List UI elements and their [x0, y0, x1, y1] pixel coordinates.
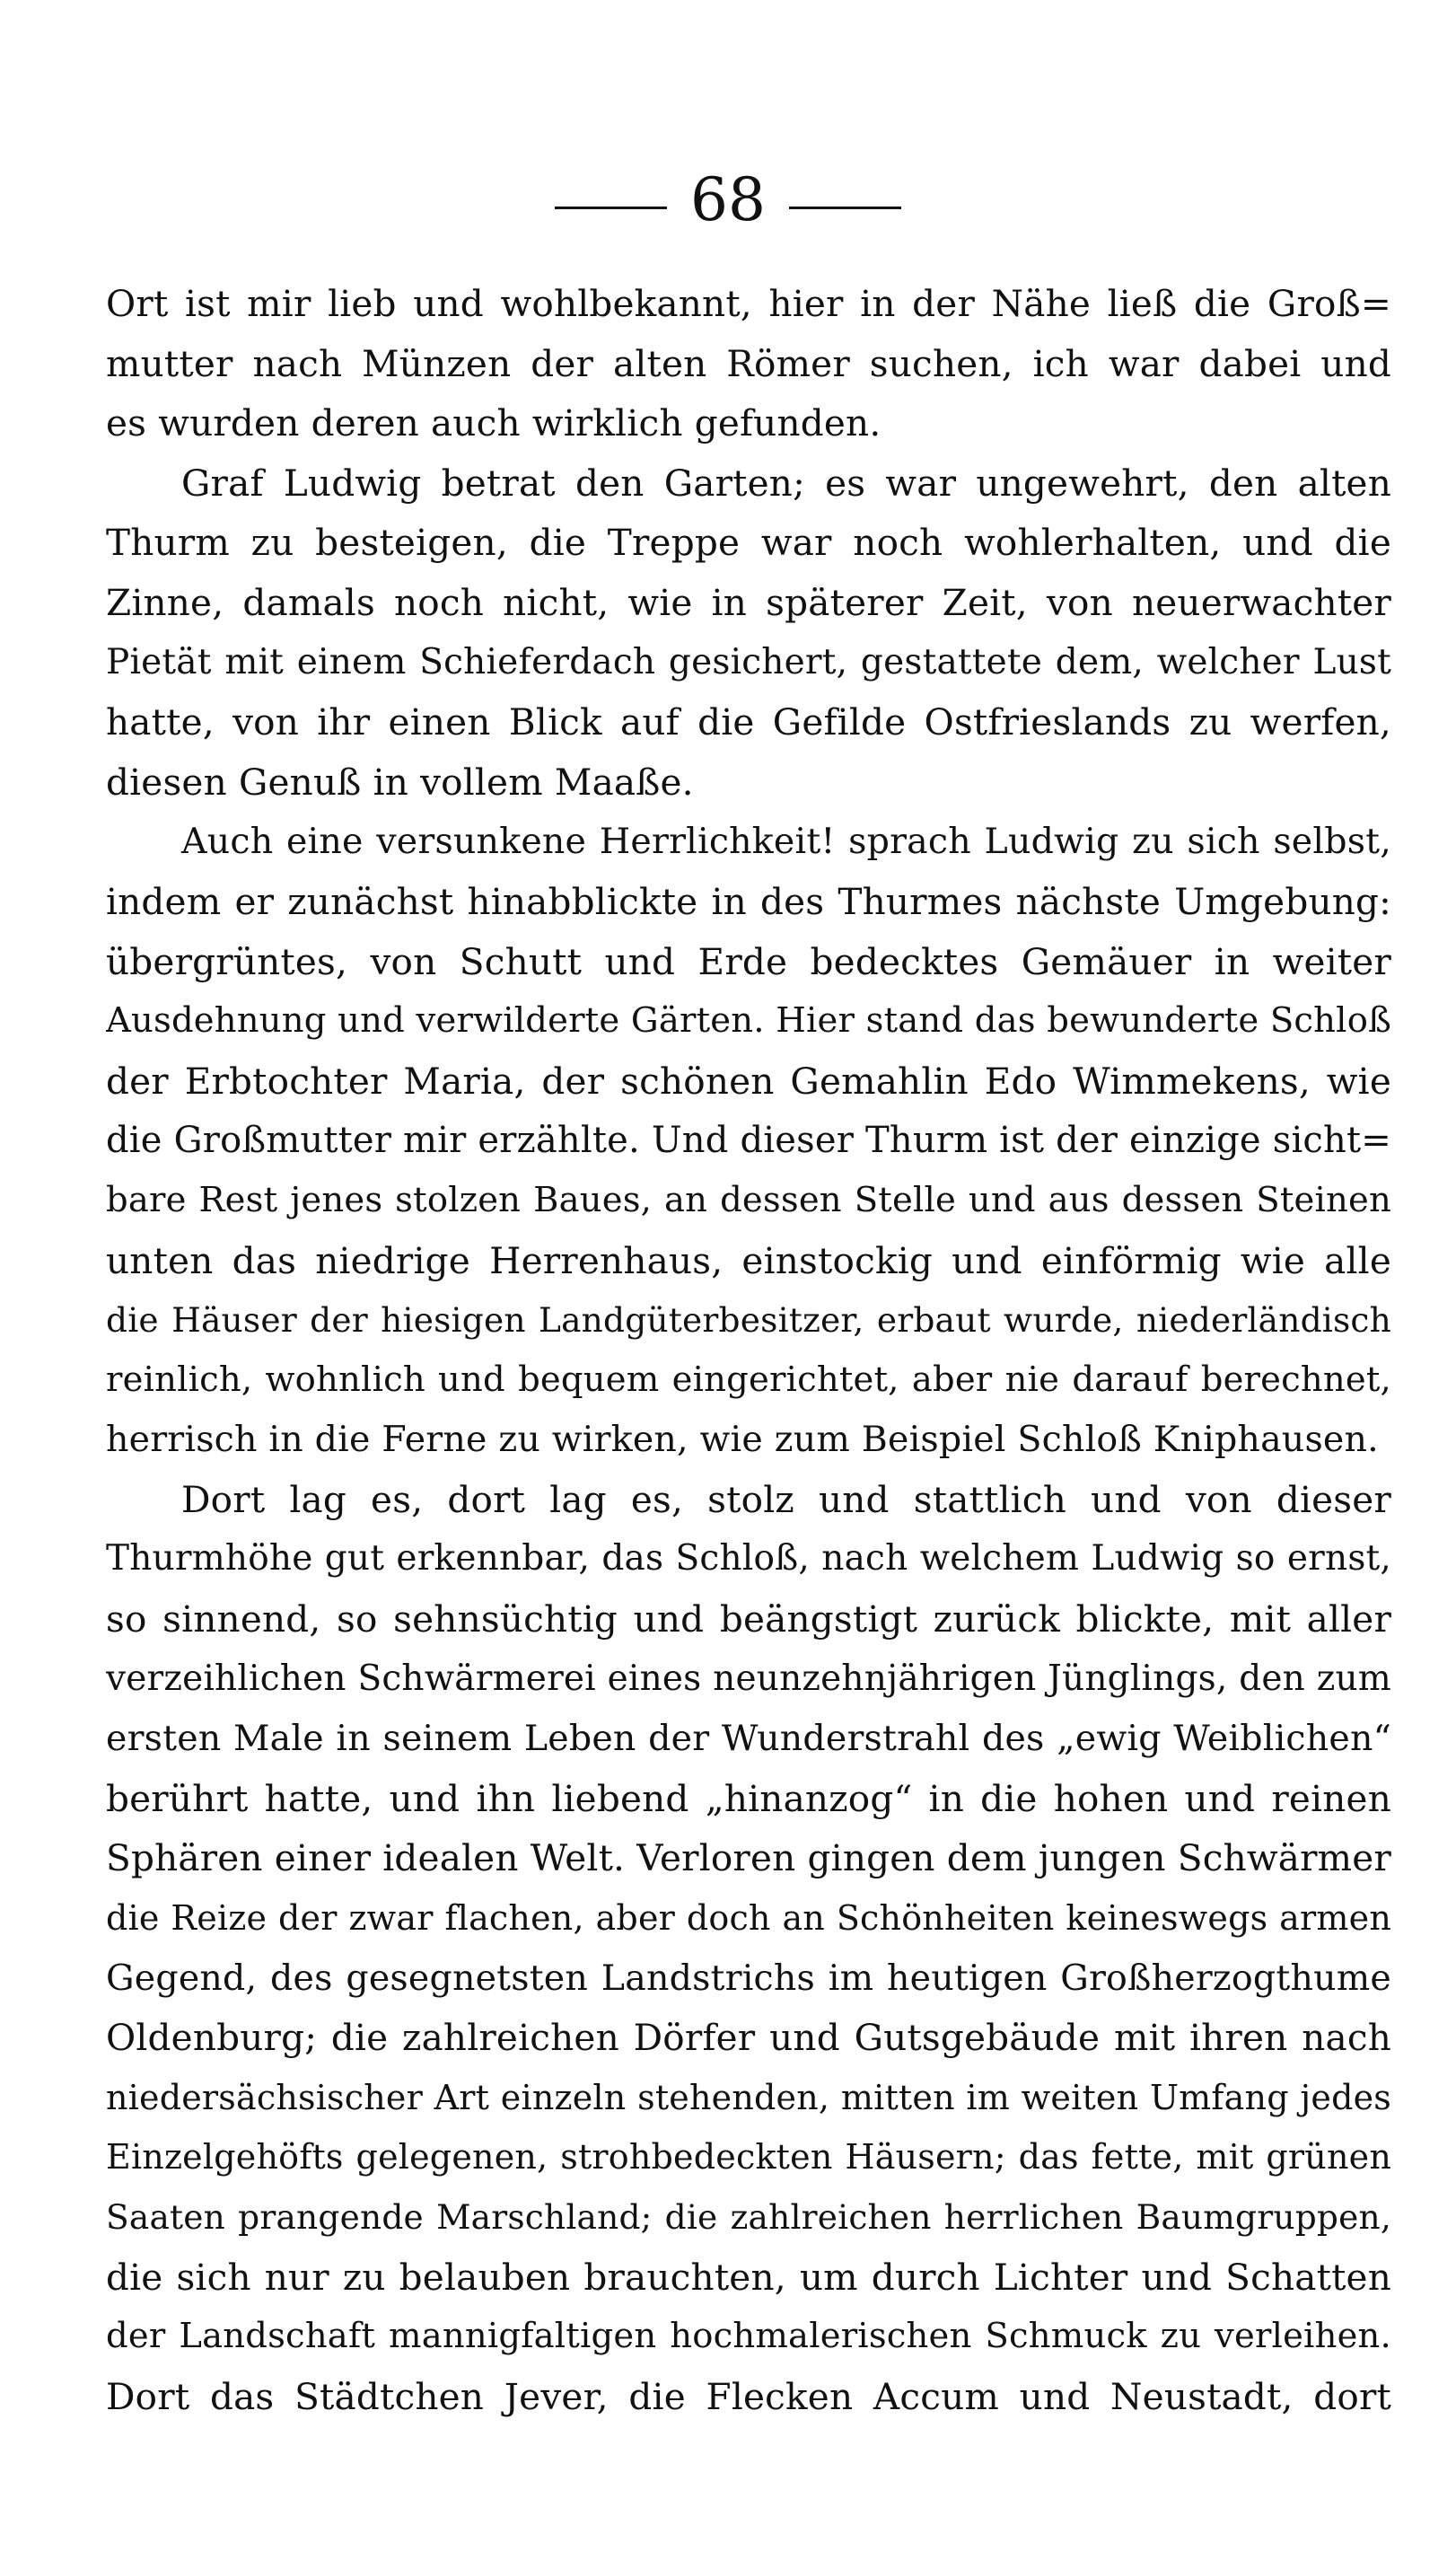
text-line: so sinnend, so sehnsüchtig und beängstigt zurück blickte, mit aller: [106, 1597, 1391, 1641]
text-line: unten das niedrige Herrenhaus, einstockig und einförmig wie alle: [106, 1238, 1391, 1282]
text-line: herrisch in die Ferne zu wirken, wie zum Beispiel Schloß Kniphausen.: [106, 1419, 1379, 1461]
text-line: diesen Genuß in vollem Maaße.: [106, 760, 694, 804]
text-line: Thurm zu besteigen, die Treppe war noch wohlerhalten, und die: [106, 521, 1391, 565]
text-line: der Erbtochter Maria, der schönen Gemahlin Edo Wimmekens, wie: [106, 1059, 1391, 1103]
text-line: indem er zunächst hinabblickte in des Thurmes nächste Umgebung:: [106, 879, 1391, 923]
text-line: Saaten prangende Marschland; die zahlreichen herrlichen Baumgruppen,: [106, 2197, 1391, 2237]
text-line: hatte, von ihr einen Blick auf die Gefilde Ostfrieslands zu werfen,: [106, 700, 1391, 744]
text-line: Sphären einer idealen Welt. Verloren gingen dem jungen Schwärmer: [106, 1836, 1391, 1880]
text-line: bare Rest jenes stolzen Baues, an dessen Stelle und aus dessen Steinen: [106, 1179, 1391, 1220]
text-line: Oldenburg; die zahlreichen Dörfer und Gutsgebäude mit ihren nach: [106, 2016, 1391, 2060]
text-line: Zinne, damals noch nicht, wie in späterer Zeit, von neuerwachter: [106, 580, 1391, 624]
text-line: Thurmhöhe gut erkennbar, das Schloß, nach welchem Ludwig so ernst,: [106, 1538, 1391, 1579]
text-line: die Reize der zwar flachen, aber doch an Schönheiten keineswegs armen: [106, 1898, 1391, 1939]
text-line: es wurden deren auch wirklich gefunden.: [106, 401, 881, 445]
text-line: Dort das Städtchen Jever, die Flecken Accum und Neustadt, dort: [106, 2374, 1391, 2418]
text-line: die Häuser der hiesigen Landgüterbesitzer, erbaut wurde, niederländisch: [106, 1300, 1391, 1341]
text-line: Einzelgehöfts gelegenen, strohbedeckten Häusern; das fette, mit grünen: [106, 2137, 1391, 2177]
text-line: mutter nach Münzen der alten Römer suchen, ich war dabei und: [106, 341, 1391, 385]
text-line: übergrüntes, von Schutt und Erde bedecktes Gemäuer in weiter: [106, 939, 1391, 983]
text-line: Ort ist mir lieb und wohlbekannt, hier in der Nähe ließ die Groß=: [106, 282, 1391, 325]
text-line: ersten Male in seinem Leben der Wunderstrahl des „ewig Weiblichen“: [106, 1718, 1391, 1760]
text-line: Ausdehnung und verwilderte Gärten. Hier stand das bewunderte Schloß: [106, 1000, 1391, 1042]
text-line: niedersächsischer Art einzeln stehenden, mitten im weiten Umfang jedes: [106, 2077, 1391, 2117]
text-line: verzeihlichen Schwärmerei eines neunzehnjährigen Jünglings, den zum: [106, 1658, 1391, 1699]
text-line: Graf Ludwig betrat den Garten; es war ungewehrt, den alten: [181, 461, 1391, 505]
text-line: Auch eine versunkene Herrlichkeit! sprach Ludwig zu sich selbst,: [181, 821, 1391, 863]
page-header: [0, 160, 1456, 241]
header-rule-right: [789, 207, 901, 209]
body-text: [106, 274, 1391, 2426]
text-line: die sich nur zu belauben brauchten, um durch Lichter und Schatten: [106, 2255, 1391, 2299]
text-line: Pietät mit einem Schieferdach gesichert, gestattete dem, welcher Lust: [106, 641, 1391, 682]
text-line: Dort lag es, dort lag es, stolz und stattlich und von dieser: [181, 1477, 1391, 1521]
header-rule-left: [555, 207, 667, 209]
text-line: reinlich, wohnlich und bequem eingerichtet, aber nie darauf berechnet,: [106, 1359, 1391, 1400]
text-line: der Landschaft mannigfaltigen hochmalerischen Schmuck zu verleihen.: [106, 2316, 1391, 2357]
page-number: 68: [690, 165, 766, 234]
text-line: die Großmutter mir erzählte. Und dieser Thurm ist der einzige sicht=: [106, 1120, 1391, 1162]
text-line: Gegend, des gesegnetsten Landstrichs im heutigen Großherzogthume: [106, 1957, 1391, 1999]
text-line: berührt hatte, und ihn liebend „hinanzog“ in die hohen und reinen: [106, 1776, 1391, 1820]
